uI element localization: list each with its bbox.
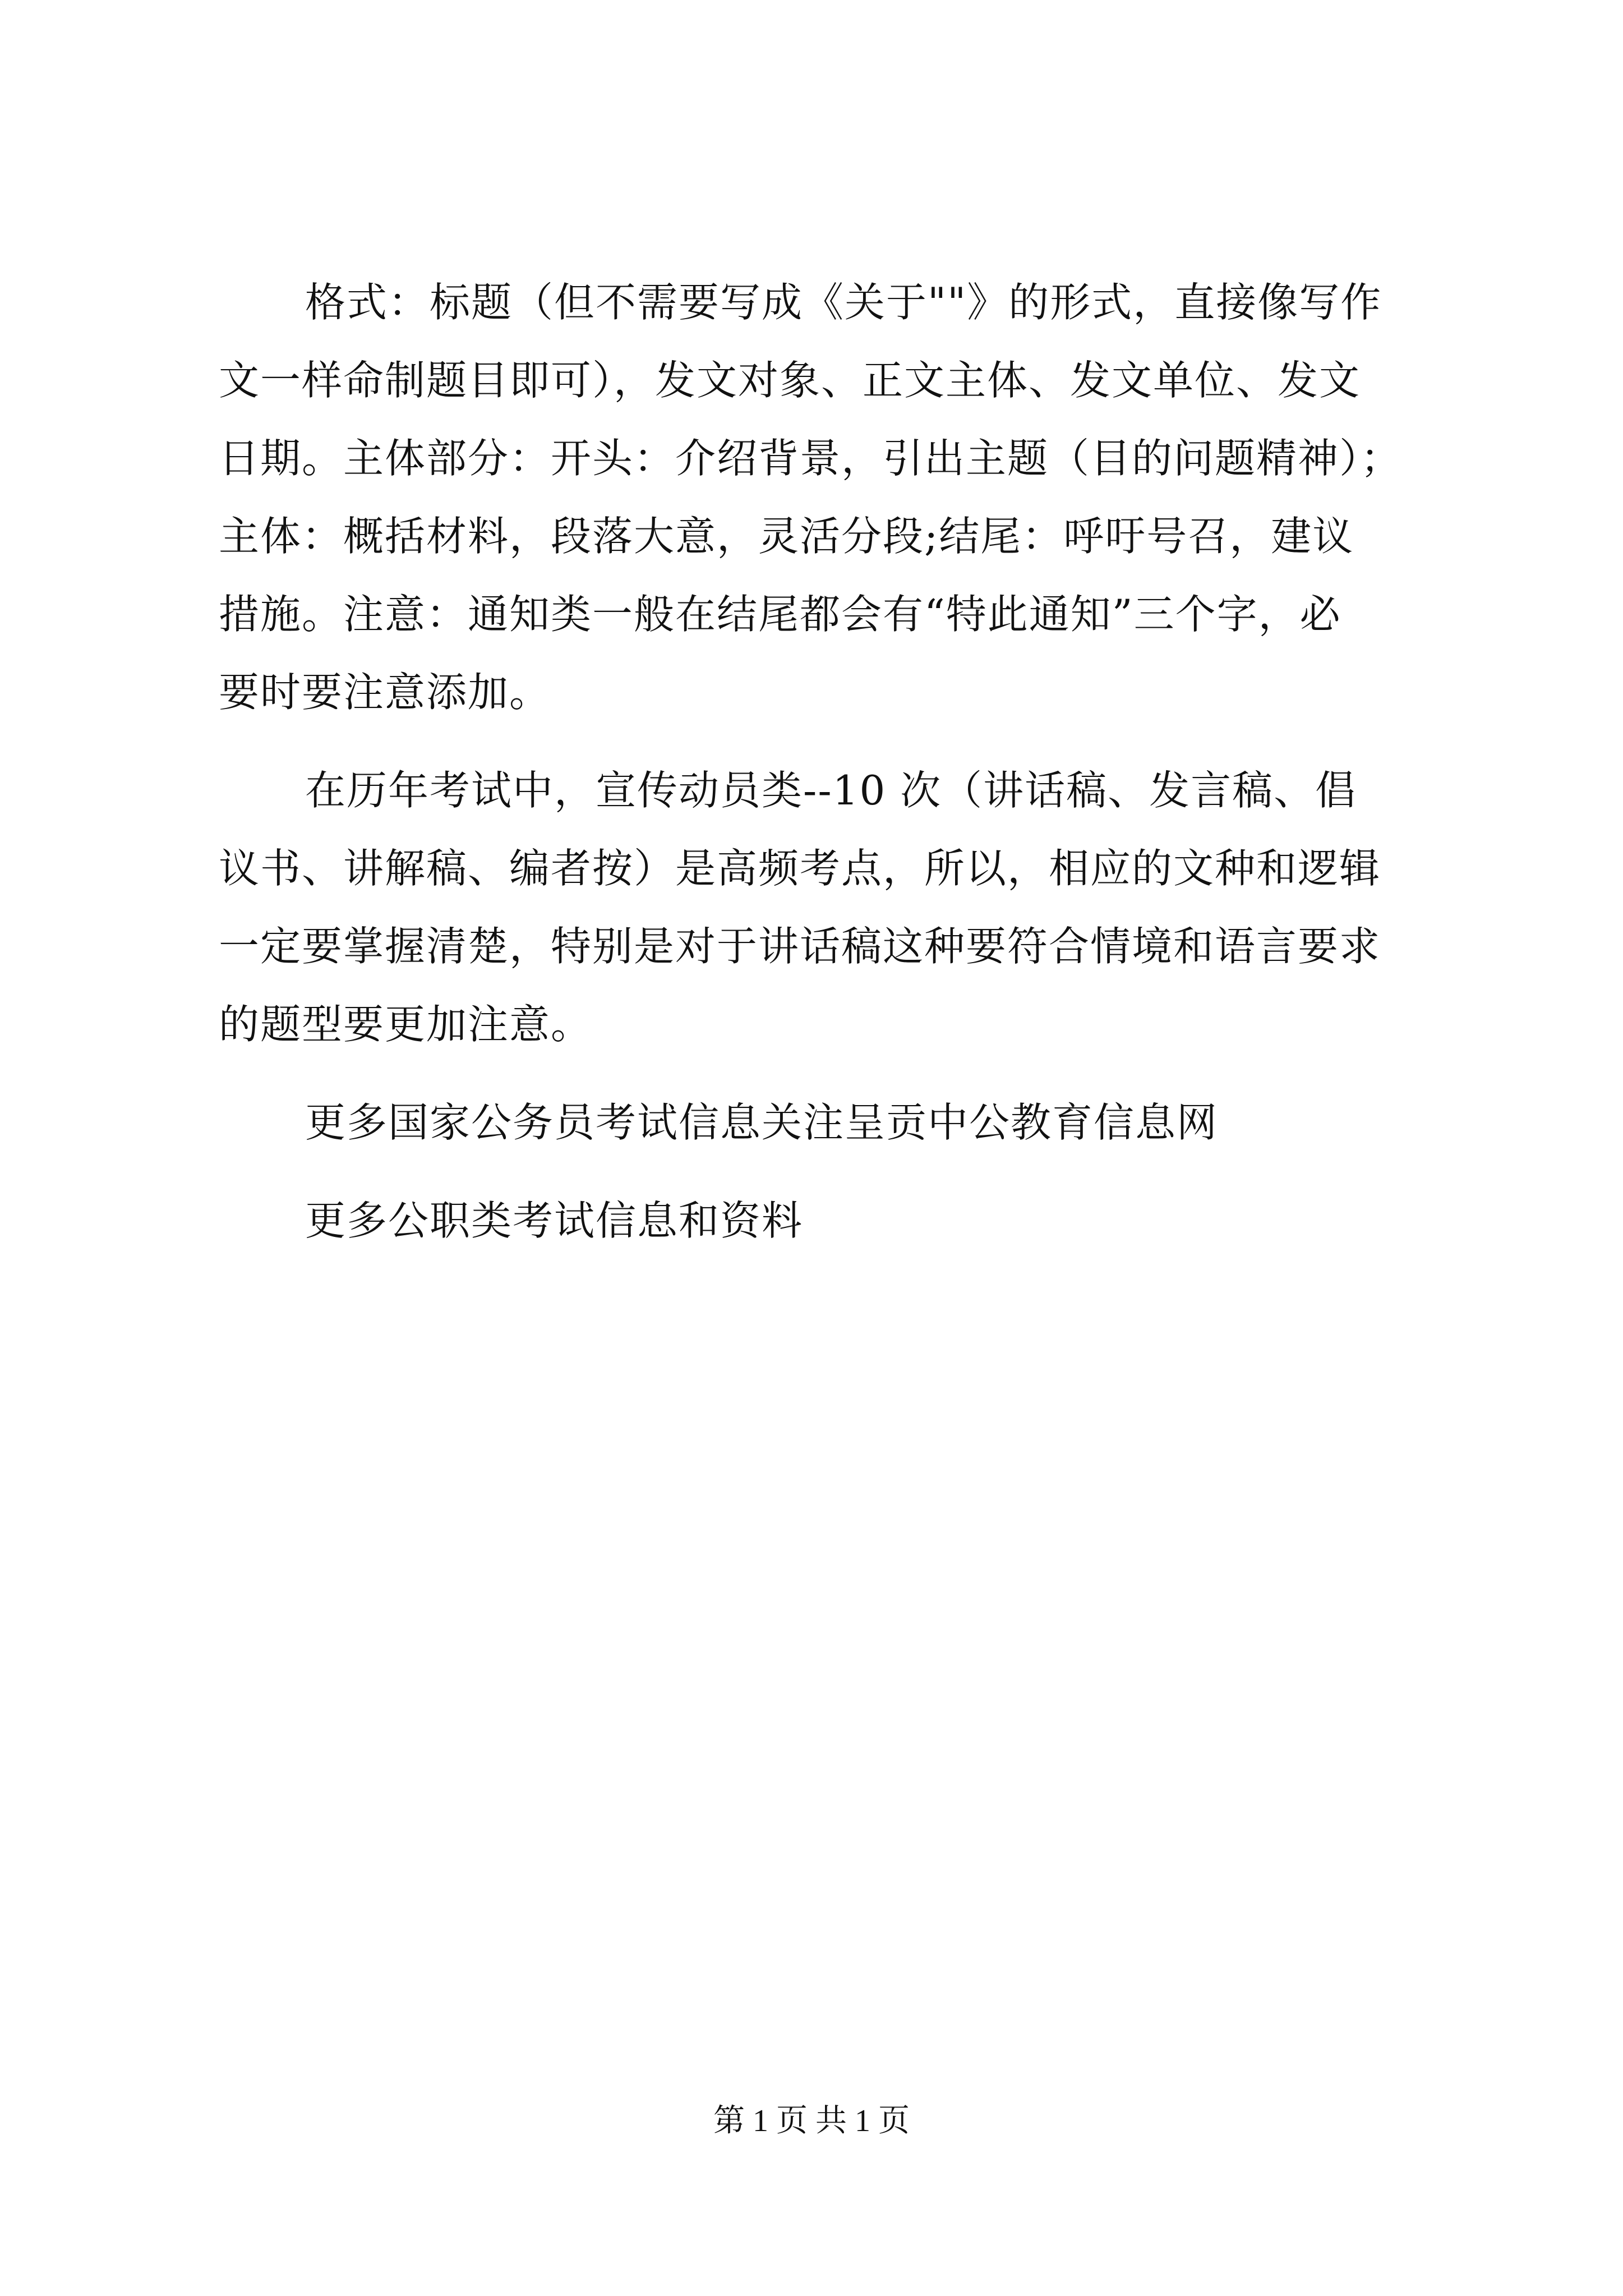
text-line: 一定要掌握清楚，特别是对于讲话稿这种要符合情境和语言要求	[219, 923, 1381, 970]
paragraph-format	[219, 264, 1481, 731]
document-body	[219, 264, 1481, 1260]
text-line: 更多国家公务员考试信息关注呈贡中公教育信息网	[305, 1099, 1219, 1146]
text-line: 在历年考试中，宣传动员类--10 次（讲话稿、发言稿、倡	[305, 767, 1357, 814]
text-line: 要时要注意添加。	[219, 669, 551, 716]
text-line: 措施。注意：通知类一般在结尾都会有“特此通知”三个字，必	[219, 591, 1341, 638]
paragraph-more-info	[219, 1084, 1481, 1162]
text-line: 格式：标题（但不需要写成《关于""》的形式，直接像写作	[305, 279, 1382, 326]
text-line: 主体：概括材料，段落大意，灵活分段;结尾：呼吁号召，建议	[219, 513, 1354, 560]
page-number-label: 第 1 页 共 1 页	[713, 2104, 910, 2138]
text-line: 日期。主体部分：开头：介绍背景，引出主题（目的问题精神）；	[219, 435, 1403, 482]
text-line: 文一样命制题目即可），发文对象、正文主体、发文单位、发文	[219, 357, 1361, 404]
paragraph-more-materials	[219, 1182, 1481, 1260]
text-line: 的题型要更加注意。	[219, 1001, 593, 1048]
text-line: 更多公职类考试信息和资料	[305, 1197, 804, 1244]
paragraph-exam-history	[219, 752, 1481, 1064]
page-footer	[0, 2101, 1623, 2141]
text-line: 议书、讲解稿、编者按）是高频考点，所以，相应的文种和逻辑	[219, 845, 1381, 892]
